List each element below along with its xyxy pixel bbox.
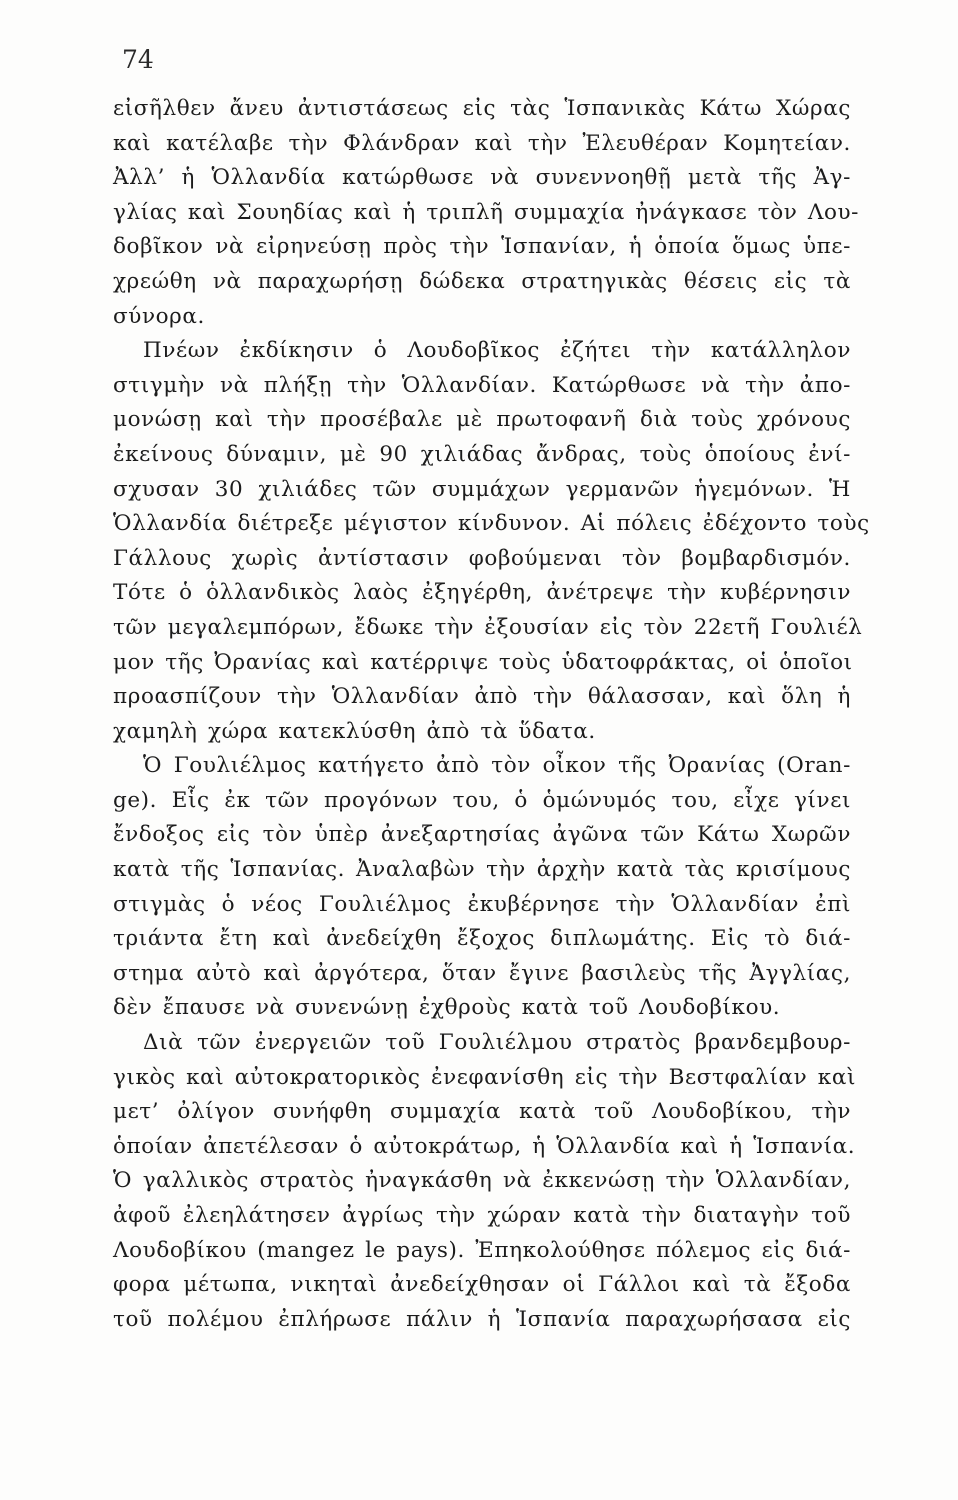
text-line: δὲν ἔπαυσε νὰ συνενώνῃ ἐχθροὺς κατὰ τοῦ Λουδοβίκου. (113, 995, 781, 1021)
text-line: εἰσῆλθεν ἄνευ ἀντιστάσεως εἰς τὰς Ἱσπανικὰς Κάτω Χώρας (113, 96, 851, 121)
text-line: Τότε ὁ ὁλλανδικὸς λαὸς ἐξηγέρθη, ἀνέτρεψε τὴν κυβέρνησιν (113, 580, 851, 606)
text-line: χρεώθη νὰ παραχωρήσῃ δώδεκα στρατηγικὰς θέσεις εἰς τὰ (113, 268, 851, 294)
text-line: Ὁ γαλλικὸς στρατὸς ἠναγκάσθη νὰ ἐκκενώσῃ τὴν Ὁλλανδίαν, (113, 1168, 851, 1194)
text-line: Πνέων ἐκδίκησιν ὁ Λουδοβῖκος ἐζήτει τὴν κατάλληλον (143, 338, 851, 364)
text-line: τριάντα ἔτη καὶ ἀνεδείχθη ἔξοχος διπλωμάτης. Εἰς τὸ διά- (113, 926, 851, 952)
text-line: Ὁλλανδία διέτρεξε μέγιστον κίνδυνον. Αἱ πόλεις ἐδέχοντο τοὺς (113, 511, 870, 537)
body-text (113, 92, 870, 1337)
text-line: σύνορα. (113, 303, 205, 329)
text-line: Διὰ τῶν ἐνεργειῶν τοῦ Γουλιέλμου στρατὸς βρανδεμβουρ- (143, 1030, 851, 1056)
text-line: μετ’ ὀλίγον συνήφθη συμμαχία κατὰ τοῦ Λουδοβίκου, τὴν (113, 1099, 851, 1125)
text-line: προασπίζουν τὴν Ὁλλανδίαν ἀπὸ τὴν θάλασσαν, καὶ ὅλη ἡ (113, 684, 851, 710)
text-line: μονώσῃ καὶ τὴν προσέβαλε μὲ πρωτοφανῆ διὰ τοὺς χρόνους (113, 407, 851, 433)
text-line: κατὰ τῆς Ἱσπανίας. Ἀναλαβὼν τὴν ἀρχὴν κατὰ τὰς κρισίμους (113, 857, 851, 883)
text-line: μον τῆς Ὀρανίας καὶ κατέρριψε τοὺς ὑδατοφράκτας, οἱ ὁποῖοι (113, 649, 853, 675)
text-line: ge). Εἷς ἐκ τῶν προγόνων του, ὁ ὁμώνυμός του, εἶχε γίνει (113, 787, 851, 813)
text-line: ὁποίαν ἀπετέλεσαν ὁ αὐτοκράτωρ, ἡ Ὁλλανδία καὶ ἡ Ἱσπανία. (113, 1133, 856, 1159)
text-line: Γάλλους χωρὶς ἀντίστασιν φοβούμεναι τὸν βομβαρδισμόν. (113, 545, 851, 571)
text-line: ἐκείνους δύναμιν, μὲ 90 χιλιάδας ἄνδρας, τοὺς ὁποίους ἐνί- (113, 441, 851, 467)
text-line: ἔνδοξος εἰς τὸν ὑπὲρ ἀνεξαρτησίας ἀγῶνα τῶν Κάτω Χωρῶν (113, 822, 851, 848)
text-line: τῶν μεγαλεμπόρων, ἔδωκε τὴν ἐξουσίαν εἰς τὸν 22ετῆ Γουλιέλ (113, 614, 863, 640)
text-line: Ὁ Γουλιέλμος κατήγετο ἀπὸ τὸν οἶκον τῆς Ὀρανίας (Oran- (143, 753, 851, 779)
text-line: σχυσαν 30 χιλιάδες τῶν συμμάχων γερμανῶν ἡγεμόνων. Ἡ (113, 476, 851, 502)
text-line: τοῦ πολέμου ἐπλήρωσε πάλιν ἡ Ἱσπανία παραχωρήσασα εἰς (113, 1306, 851, 1332)
text-line: στημα αὐτὸ καὶ ἀργότερα, ὅταν ἔγινε βασιλεὺς τῆς Ἀγγλίας, (113, 960, 851, 986)
text-line: χαμηλὴ χώρα κατεκλύσθη ἀπὸ τὰ ὕδατα. (113, 718, 596, 744)
text-line: Ἀλλ’ ἡ Ὁλλανδία κατώρθωσε νὰ συνεννοηθῇ μετὰ τῆς Ἀγ- (113, 165, 851, 191)
text-line: στιγμὰς ὁ νέος Γουλιέλμος ἐκυβέρνησε τὴν Ὁλλανδίαν ἐπὶ (113, 891, 851, 917)
text-line: γικὸς καὶ αὐτοκρατορικὸς ἐνεφανίσθη εἰς τὴν Βεστφαλίαν καὶ (113, 1064, 856, 1090)
text-line: φορα μέτωπα, νικηταὶ ἀνεδείχθησαν οἱ Γάλλοι καὶ τὰ ἔξοδα (113, 1272, 851, 1298)
text-line: δοβῖκον νὰ εἰρηνεύσῃ πρὸς τὴν Ἱσπανίαν, ἡ ὁποία ὅμως ὑπε- (113, 234, 851, 260)
text-line: στιγμὴν νὰ πλήξῃ τὴν Ὁλλανδίαν. Κατώρθωσε νὰ τὴν ἀπο- (113, 372, 851, 398)
text-line: ἀφοῦ ἐλεηλάτησεν ἀγρίως τὴν χώραν κατὰ τὴν διαταγὴν τοῦ (113, 1203, 851, 1228)
page-number: 74 (122, 45, 154, 74)
text-line: γλίας καὶ Σουηδίας καὶ ἡ τριπλῆ συμμαχία ἠνάγκασε τὸν Λου- (113, 199, 860, 225)
text-line: καὶ κατέλαβε τὴν Φλάνδραν καὶ τὴν Ἐλευθέραν Κομητείαν. (113, 130, 851, 156)
text-line: Λουδοβίκου (mangez le pays). Ἐπηκολούθησε πόλεμος εἰς διά- (113, 1237, 851, 1263)
